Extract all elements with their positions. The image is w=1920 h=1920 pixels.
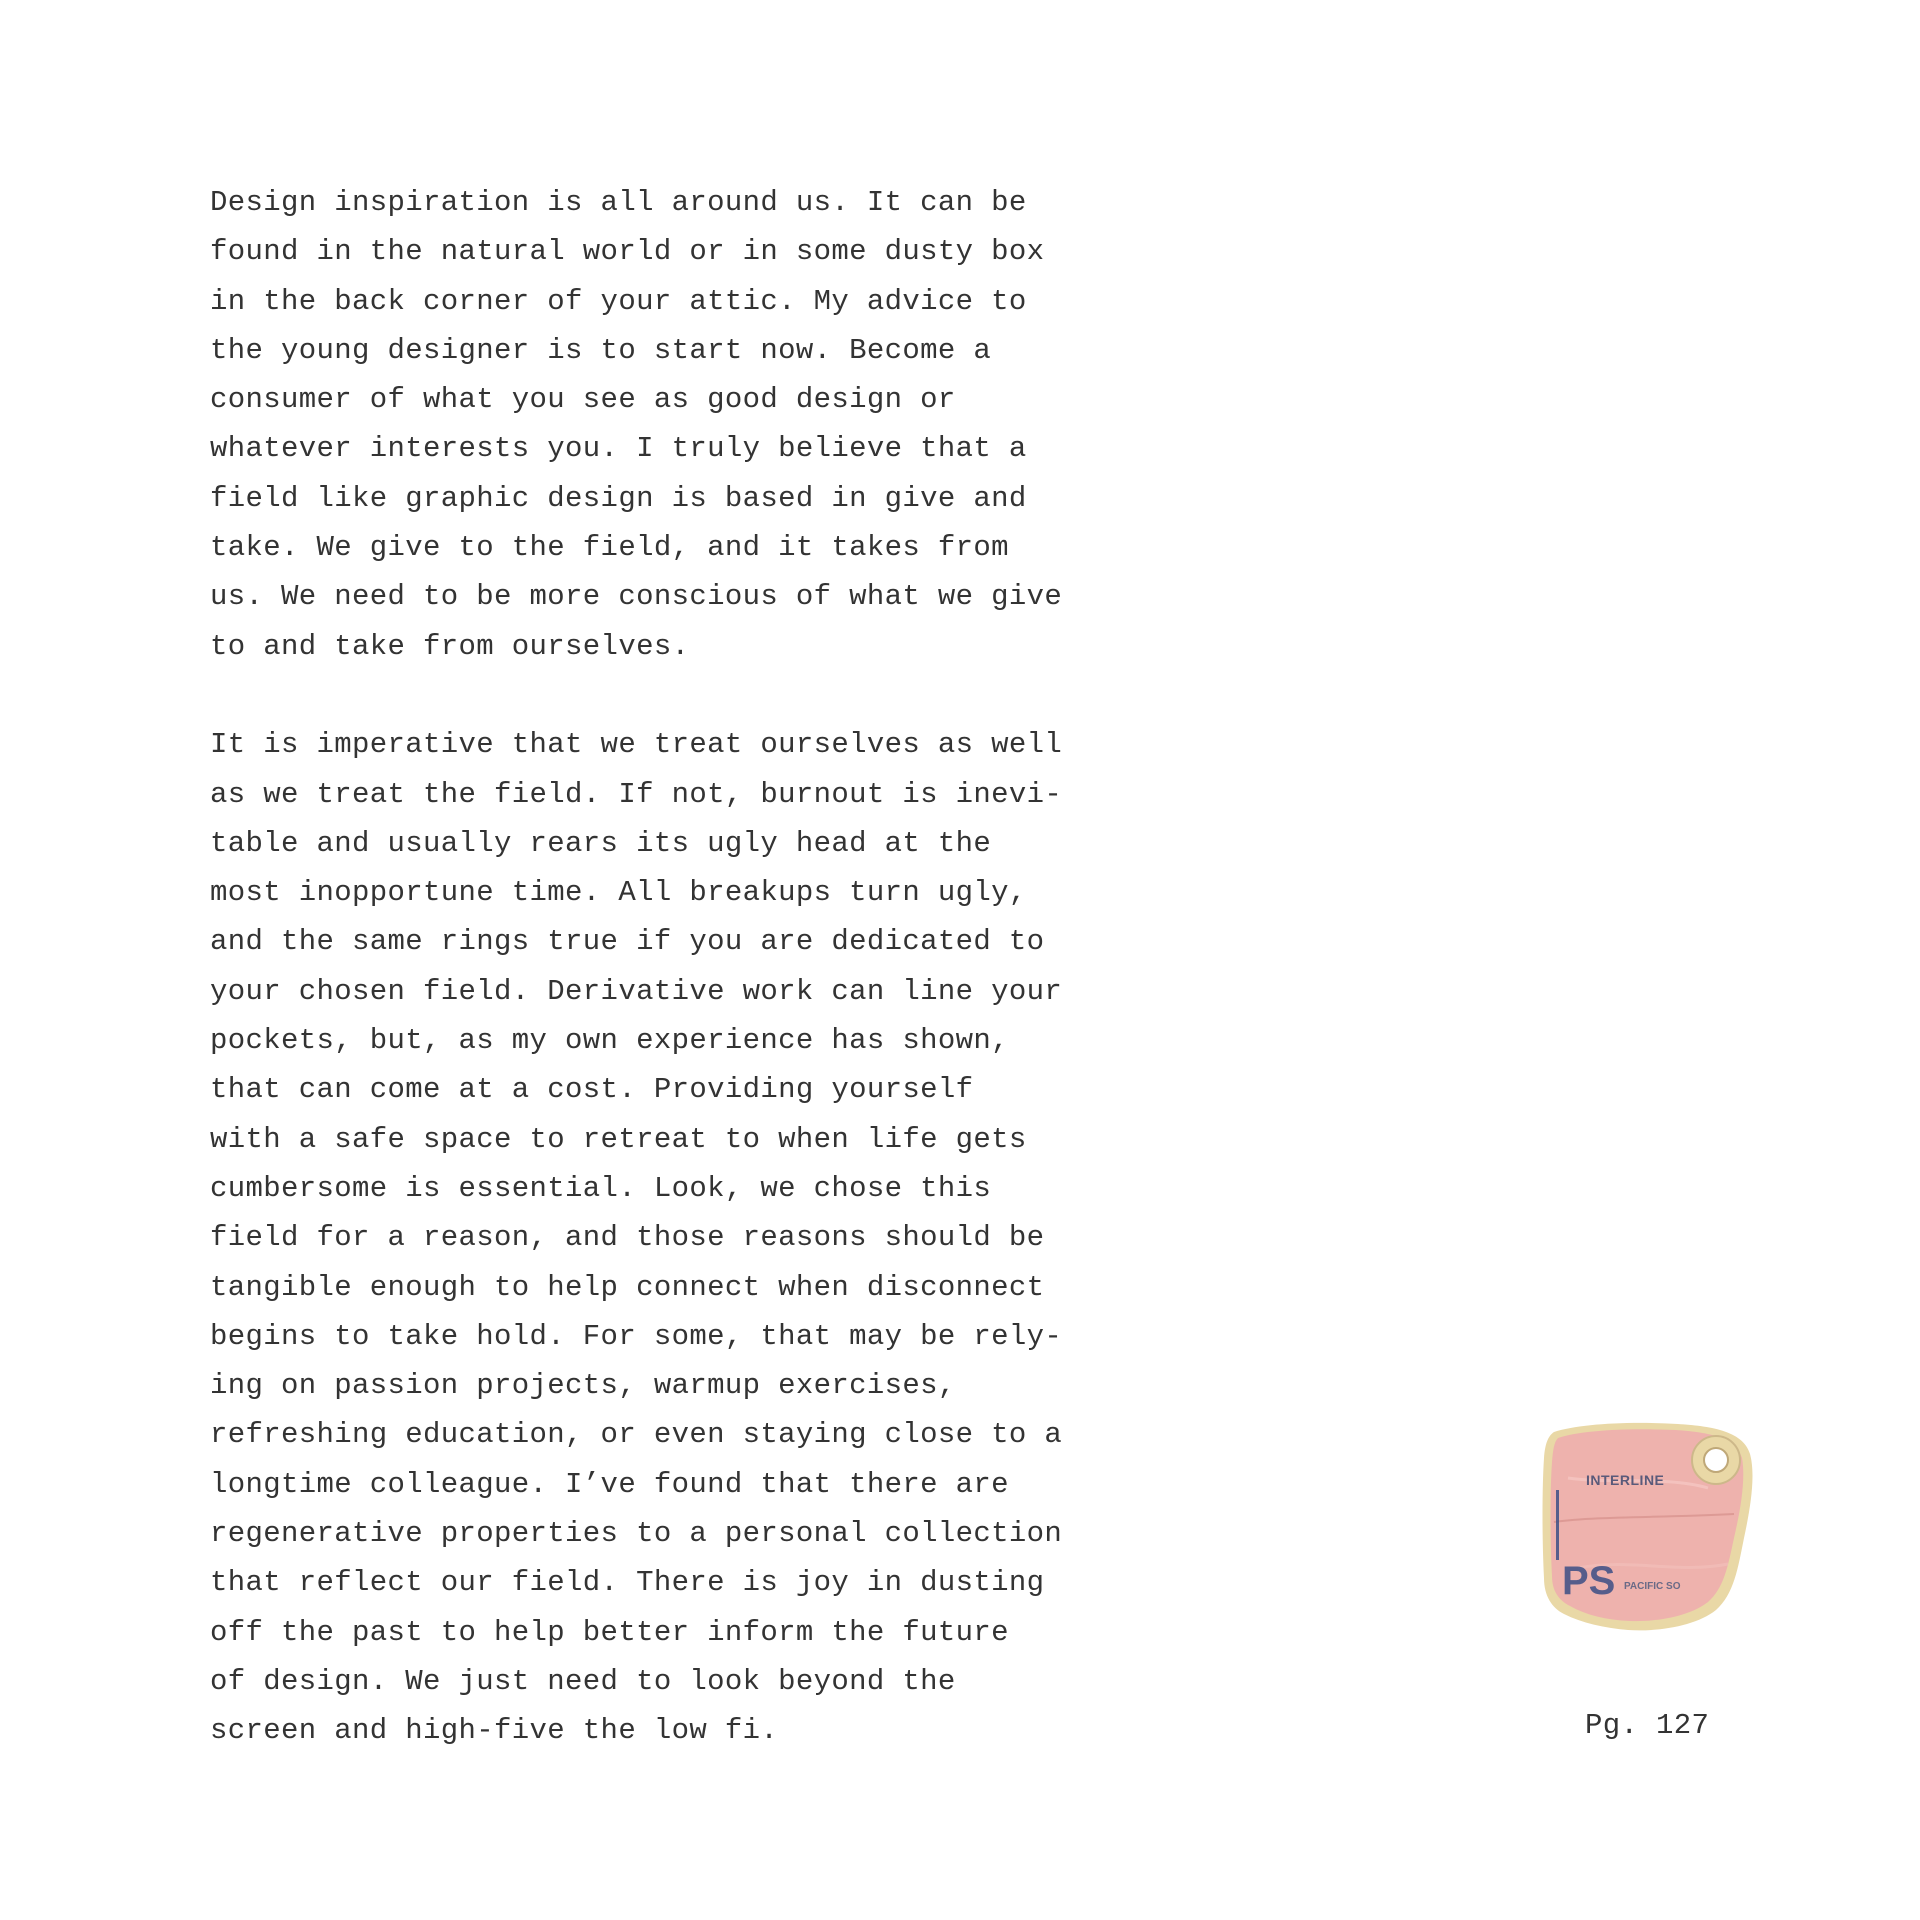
luggage-tag-image [1538, 1418, 1758, 1634]
text-line: your chosen field. Derivative work can line your [210, 974, 1063, 1008]
text-line: table and usually rears its ugly head at the [210, 826, 992, 860]
text-line: Design inspiration is all around us. It can be [210, 186, 1027, 219]
text-line: and the same rings true if you are dedicated to [210, 925, 1045, 959]
text-line: take. We give to the field, and it takes from [210, 531, 1009, 565]
text-line: that reflect our field. There is joy in dusting [210, 1566, 1045, 1600]
text-line: regenerative properties to a personal collection [210, 1517, 1063, 1551]
paragraph-2 [210, 720, 1110, 1755]
text-line: refreshing education, or even staying close to a [210, 1418, 1063, 1452]
text-line: cumbersome is essential. Look, we chose this [210, 1171, 992, 1205]
text-line: the young designer is to start now. Become a [210, 333, 992, 367]
text-line: in the back corner of your attic. My advice to [210, 284, 1027, 318]
text-line: field for a reason, and those reasons should be [210, 1221, 1045, 1255]
text-line: found in the natural world or in some dusty box [210, 235, 1045, 269]
text-line: that can come at a cost. Providing yourself [210, 1073, 974, 1107]
tag-label-small: PACIFIC SO [1624, 1581, 1681, 1592]
text-line: us. We need to be more conscious of what we give [210, 580, 1063, 614]
text-line: longtime colleague. I’ve found that there are [210, 1467, 1009, 1501]
text-line: to and take from ourselves. [210, 629, 690, 663]
text-line: off the past to help better inform the future [210, 1615, 1009, 1649]
tag-hole [1704, 1448, 1728, 1472]
text-line: screen and high-five the low fi. [210, 1714, 779, 1748]
tag-label-top: INTERLINE [1586, 1472, 1665, 1488]
text-line: as we treat the field. If not, burnout is inevi- [210, 777, 1063, 811]
text-line: begins to take hold. For some, that may be rely- [210, 1319, 1063, 1353]
text-line: tangible enough to help connect when disconnect [210, 1270, 1045, 1304]
tag-logo: PS [1562, 1559, 1616, 1603]
text-line: It is imperative that we treat ourselves as well [210, 728, 1063, 762]
text-line: whatever interests you. I truly believe that a [210, 432, 1027, 466]
text-line: with a safe space to retreat to when life gets [210, 1122, 1027, 1156]
tag-stripe [1556, 1490, 1559, 1560]
text-line: ing on passion projects, warmup exercises, [210, 1369, 956, 1403]
text-line: pockets, but, as my own experience has shown, [210, 1024, 1009, 1058]
text-line: consumer of what you see as good design or [210, 383, 956, 417]
paragraph-1 [210, 178, 1110, 671]
text-line: of design. We just need to look beyond the [210, 1664, 956, 1698]
text-line: field like graphic design is based in give and [210, 481, 1027, 515]
body-text [210, 178, 1110, 1756]
text-line: most inopportune time. All breakups turn ugly, [210, 876, 1027, 910]
page-number: Pg. 127 [1585, 1709, 1710, 1742]
